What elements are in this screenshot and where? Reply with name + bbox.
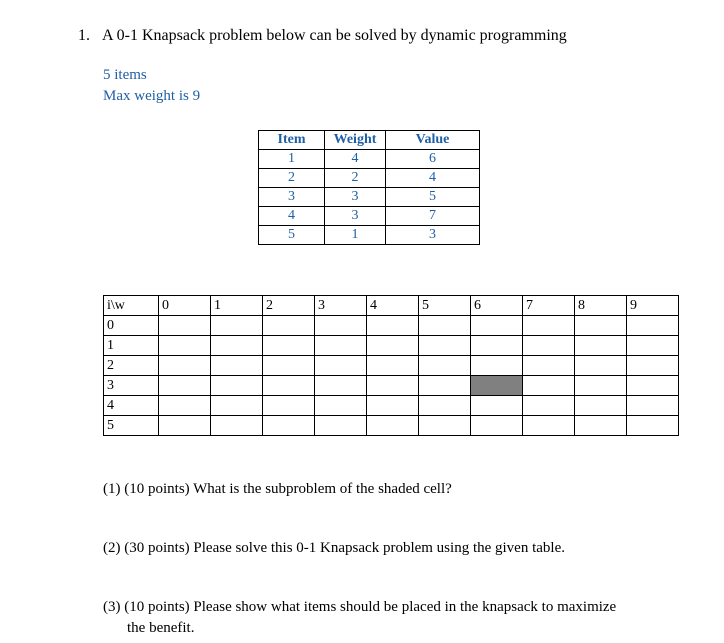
- dp-cell: [263, 396, 315, 416]
- item-cell: 2: [259, 169, 325, 188]
- dp-row-header: 5: [104, 416, 159, 436]
- dp-cell: [471, 396, 523, 416]
- value-cell: 4: [386, 169, 480, 188]
- item-cell: 5: [259, 226, 325, 245]
- dp-cell: [211, 316, 263, 336]
- dp-cell: [627, 336, 679, 356]
- dp-cell: [159, 396, 211, 416]
- dp-row: [104, 356, 679, 376]
- shaded-cell: [471, 376, 523, 396]
- dp-cell: [367, 396, 419, 416]
- dp-cell: [523, 416, 575, 436]
- dp-cell: [419, 396, 471, 416]
- question-2: (2) (30 points) Please solve this 0-1 Knapsack problem using the given table.: [103, 540, 565, 556]
- weight-cell: 3: [325, 207, 386, 226]
- dp-column-header: 7: [523, 296, 575, 316]
- dp-cell: [211, 336, 263, 356]
- dp-row-header: 2: [104, 356, 159, 376]
- question-1: (1) (10 points) What is the subproblem of the shaded cell?: [103, 481, 452, 497]
- dp-cell: [159, 336, 211, 356]
- dp-row-header: 3: [104, 376, 159, 396]
- dp-cell: [367, 336, 419, 356]
- dp-cell: [315, 316, 367, 336]
- table-row: [259, 150, 480, 169]
- weight-cell: 4: [325, 150, 386, 169]
- dp-cell: [627, 396, 679, 416]
- header-value: Value: [386, 131, 480, 150]
- weight-cell: 2: [325, 169, 386, 188]
- value-cell: 3: [386, 226, 480, 245]
- item-cell: 1: [259, 150, 325, 169]
- dp-cell: [523, 396, 575, 416]
- dp-cell: [627, 416, 679, 436]
- header-weight: Weight: [325, 131, 386, 150]
- value-cell: 7: [386, 207, 480, 226]
- value-cell: 5: [386, 188, 480, 207]
- dp-cell: [471, 316, 523, 336]
- table-row: [259, 207, 480, 226]
- dp-cell: [471, 416, 523, 436]
- items-count: 5 items: [103, 67, 147, 83]
- dp-cell: [419, 356, 471, 376]
- dp-column-header: 1: [211, 296, 263, 316]
- dp-cell: [367, 316, 419, 336]
- dp-cell: [315, 396, 367, 416]
- dp-cell: [575, 416, 627, 436]
- dp-cell: [627, 356, 679, 376]
- table-row: [259, 169, 480, 188]
- dp-cell: [419, 376, 471, 396]
- dp-cell: [211, 376, 263, 396]
- dp-row: [104, 376, 679, 396]
- dp-cell: [419, 336, 471, 356]
- dp-column-header: 8: [575, 296, 627, 316]
- dp-cell: [523, 336, 575, 356]
- question-3-continued: the benefit.: [127, 620, 195, 636]
- dp-row: [104, 336, 679, 356]
- dp-corner-label: i\w: [104, 296, 159, 316]
- dp-cell: [263, 416, 315, 436]
- problem-number: 1.: [78, 27, 90, 44]
- dp-cell: [315, 416, 367, 436]
- header-item: Item: [259, 131, 325, 150]
- weight-cell: 1: [325, 226, 386, 245]
- dp-cell: [627, 316, 679, 336]
- dp-cell: [211, 396, 263, 416]
- dp-row-header: 0: [104, 316, 159, 336]
- dp-column-header: 9: [627, 296, 679, 316]
- dp-cell: [159, 376, 211, 396]
- items-table: [258, 130, 480, 245]
- dp-column-header: 0: [159, 296, 211, 316]
- dp-cell: [575, 336, 627, 356]
- dp-cell: [263, 376, 315, 396]
- item-cell: 4: [259, 207, 325, 226]
- dp-cell: [575, 356, 627, 376]
- dp-cell: [523, 316, 575, 336]
- dp-cell: [315, 356, 367, 376]
- dp-row: [104, 416, 679, 436]
- dp-cell: [211, 416, 263, 436]
- question-3: (3) (10 points) Please show what items should be placed in the knapsack to maximize: [103, 599, 617, 615]
- dp-row: [104, 396, 679, 416]
- dp-cell: [471, 336, 523, 356]
- dp-cell: [523, 356, 575, 376]
- dp-row-header: 1: [104, 336, 159, 356]
- dp-cell: [367, 376, 419, 396]
- dp-column-header: 5: [419, 296, 471, 316]
- dp-cell: [315, 336, 367, 356]
- dp-row: [104, 316, 679, 336]
- dp-table: [103, 295, 679, 436]
- dp-cell: [419, 316, 471, 336]
- dp-cell: [159, 416, 211, 436]
- weight-cell: 3: [325, 188, 386, 207]
- dp-cell: [575, 316, 627, 336]
- dp-row-header: 4: [104, 396, 159, 416]
- dp-cell: [159, 316, 211, 336]
- dp-cell: [523, 376, 575, 396]
- item-cell: 3: [259, 188, 325, 207]
- dp-cell: [627, 376, 679, 396]
- dp-cell: [575, 376, 627, 396]
- dp-cell: [419, 416, 471, 436]
- max-weight: Max weight is 9: [103, 88, 201, 104]
- dp-cell: [263, 336, 315, 356]
- dp-cell: [159, 356, 211, 376]
- dp-column-header: 3: [315, 296, 367, 316]
- value-cell: 6: [386, 150, 480, 169]
- dp-cell: [471, 356, 523, 376]
- dp-column-header: 2: [263, 296, 315, 316]
- table-row: [259, 226, 480, 245]
- dp-column-header: 6: [471, 296, 523, 316]
- dp-cell: [367, 416, 419, 436]
- dp-cell: [367, 356, 419, 376]
- problem-statement: A 0-1 Knapsack problem below can be solved by dynamic programming: [102, 27, 567, 44]
- items-table-header: [259, 131, 480, 150]
- dp-header-row: [104, 296, 679, 316]
- dp-cell: [315, 376, 367, 396]
- problem-heading: [78, 27, 567, 45]
- table-row: [259, 188, 480, 207]
- dp-cell: [211, 356, 263, 376]
- dp-cell: [575, 396, 627, 416]
- dp-cell: [263, 356, 315, 376]
- dp-column-header: 4: [367, 296, 419, 316]
- dp-cell: [263, 316, 315, 336]
